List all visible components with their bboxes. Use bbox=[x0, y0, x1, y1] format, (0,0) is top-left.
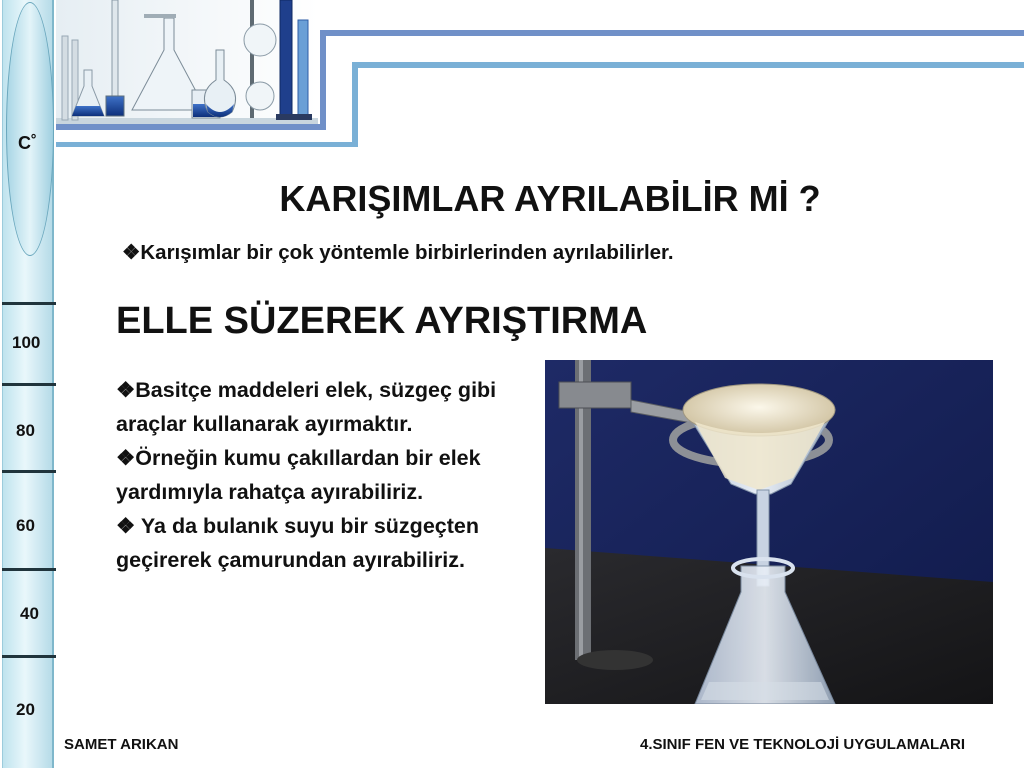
thermometer-tick bbox=[2, 470, 56, 473]
thermometer-label-20: 20 bbox=[16, 700, 35, 719]
slide-subtitle: ❖Karışımlar bir çok yöntemle birbirlerinden ayrılabilirler. bbox=[122, 241, 674, 264]
bullet-item: ❖Örneğin kumu çakıllardan bir elek yardımıyla rahatça ayırabiliriz. bbox=[116, 446, 481, 504]
thermometer-tick bbox=[2, 655, 56, 658]
thermometer-label-40: 40 bbox=[20, 604, 39, 623]
thermometer-tick bbox=[2, 302, 56, 305]
bullet-list bbox=[116, 373, 546, 577]
thermometer-label-80: 80 bbox=[16, 421, 35, 440]
footer-course: 4.SINIF FEN VE TEKNOLOJİ UYGULAMALARI bbox=[640, 736, 966, 753]
bullet-item: ❖ Ya da bulanık suyu bir süzgeçten geçirerek çamurundan ayırabiliriz. bbox=[116, 514, 479, 572]
header-frame-line bbox=[320, 30, 1024, 36]
header-frame-line bbox=[320, 30, 326, 130]
section-title: ELLE SÜZEREK AYRIŞTIRMA bbox=[116, 300, 648, 342]
header-frame-line bbox=[352, 62, 1024, 68]
laboratory-glassware-image bbox=[56, 0, 318, 128]
thermometer-label-60: 60 bbox=[16, 516, 35, 535]
bullet-item: ❖Basitçe maddeleri elek, süzgeç gibi araçlar kullanarak ayırmaktır. bbox=[116, 378, 497, 436]
filter-funnel-on-stand-photo bbox=[545, 360, 993, 704]
thermometer-bulb bbox=[6, 2, 54, 256]
header-frame-line bbox=[56, 124, 326, 130]
footer-author: SAMET ARIKAN bbox=[64, 736, 179, 753]
slide-title: KARIŞIMLAR AYRILABİLİR Mİ ? bbox=[279, 178, 821, 219]
thermometer-decoration bbox=[0, 0, 56, 768]
thermometer-label-100: 100 bbox=[12, 333, 41, 352]
thermometer-tick bbox=[2, 383, 56, 386]
thermometer-unit-label: C˚ bbox=[18, 133, 37, 153]
header-frame-line bbox=[352, 62, 358, 146]
header-frame-line bbox=[56, 142, 358, 147]
thermometer-tick bbox=[2, 568, 56, 571]
